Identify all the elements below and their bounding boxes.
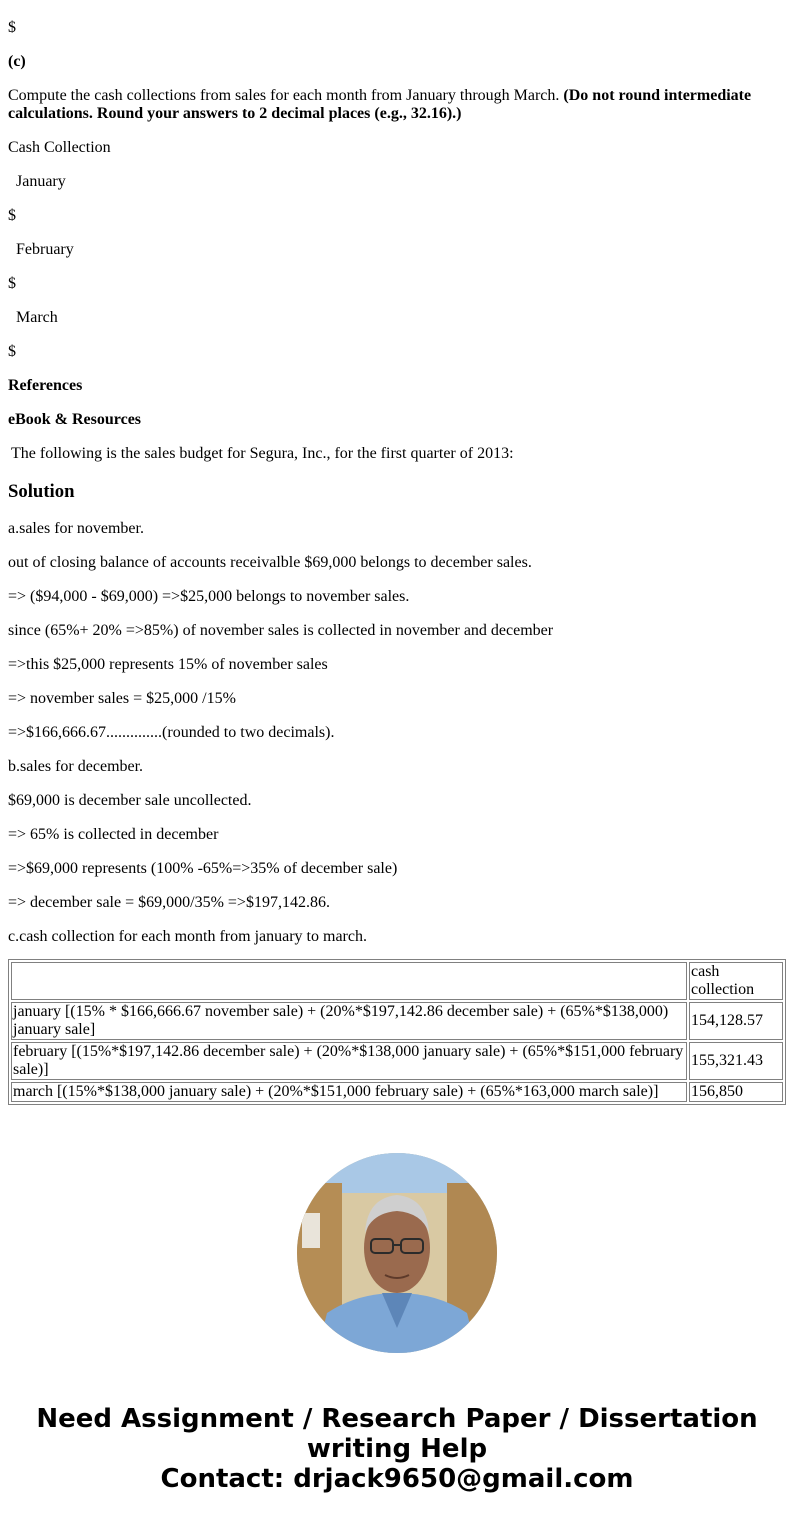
footer-contact: Contact: drjack9650@gmail.com: [160, 1464, 634, 1494]
footer-line-1: Need Assignment / Research Paper / Dissertation writing Help: [36, 1404, 758, 1464]
table-cell-desc: march [(15%*$138,000 january sale) + (20%*$151,000 february sale) + (65%*163,000 march sale)]: [11, 1082, 687, 1102]
cash-collection-title: Cash Collection: [8, 139, 111, 156]
month-currency-march: $: [8, 343, 16, 360]
solution-line: out of closing balance of accounts receivalble $69,000 belongs to december sales.: [8, 554, 532, 571]
avatar: [297, 1153, 497, 1353]
sales-budget-intro: The following is the sales budget for Segura, Inc., for the first quarter of 2013:: [11, 445, 514, 462]
solution-line: => november sales = $25,000 /15%: [8, 690, 236, 707]
month-label-february: February: [16, 241, 74, 258]
solution-line: =>$69,000 represents (100% -65%=>35% of december sale): [8, 860, 398, 877]
table-header-cell: [11, 962, 687, 1000]
table-cell-value: 156,850: [689, 1082, 783, 1102]
cash-collection-table: [8, 959, 786, 1105]
solution-line: c.cash collection for each month from january to march.: [8, 928, 367, 945]
solution-line: => december sale = $69,000/35% =>$197,142.86.: [8, 894, 330, 911]
solution-line: b.sales for december.: [8, 758, 144, 775]
table-header-cell: cash collection: [689, 962, 783, 1000]
solution-line: $69,000 is december sale uncollected.: [8, 792, 252, 809]
top-dollar: $: [8, 19, 16, 36]
month-currency-february: $: [8, 275, 16, 292]
month-label-january: January: [16, 173, 66, 190]
question-bold: (Do not round intermediate calculations. Round your answers to 2 decimal places (e.g., 32.16).): [8, 87, 752, 122]
question-text: [8, 87, 786, 123]
solution-line: a.sales for november.: [8, 520, 144, 537]
table-cell-desc: january [(15% * $166,666.67 november sale) + (20%*$197,142.86 december sale) + (65%*$138,000) january sale]: [11, 1002, 687, 1040]
question-plain: Compute the cash collections from sales for each month from January through March.: [8, 87, 564, 104]
month-currency-january: $: [8, 207, 16, 224]
solution-line: =>this $25,000 represents 15% of november sales: [8, 656, 328, 673]
table-cell-value: 155,321.43: [689, 1042, 783, 1080]
month-label-march: March: [16, 309, 58, 326]
solution-line: since (65%+ 20% =>85%) of november sales is collected in november and december: [8, 622, 554, 639]
solution-heading: Solution: [8, 481, 75, 502]
ebook-heading: [8, 411, 786, 429]
references-text: References: [8, 377, 83, 394]
part-label-text: (c): [8, 53, 26, 70]
part-label: [8, 53, 786, 71]
table-row: [11, 1002, 783, 1040]
solution-line: =>$166,666.67..............(rounded to two decimals).: [8, 724, 335, 741]
table-row: [11, 1082, 783, 1102]
table-row: [11, 1042, 783, 1080]
footer-banner: [0, 1404, 794, 1494]
table-cell-desc: february [(15%*$197,142.86 december sale) + (20%*$138,000 january sale) + (65%*$151,000 february sale)]: [11, 1042, 687, 1080]
ebook-text: eBook & Resources: [8, 411, 142, 428]
table-header-row: [11, 962, 783, 1000]
table-cell-value: 154,128.57: [689, 1002, 783, 1040]
avatar-portrait: [297, 1153, 497, 1353]
solution-line: => ($94,000 - $69,000) =>$25,000 belongs to november sales.: [8, 588, 410, 605]
solution-line: => 65% is collected in december: [8, 826, 219, 843]
document-body: [8, 19, 786, 1105]
references-heading: [8, 377, 786, 395]
